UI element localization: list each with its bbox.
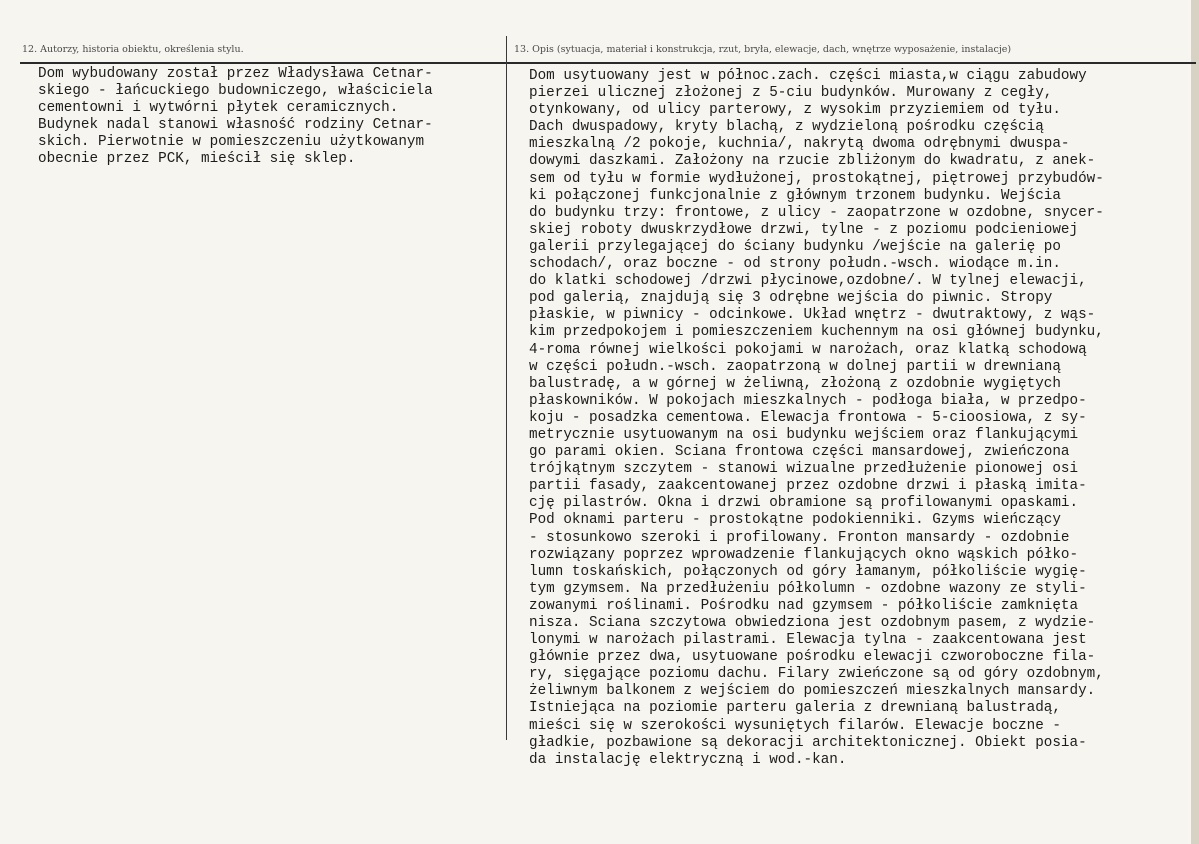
- text-line: otynkowany, od ulicy parterowy, z wysokim przyziemiem od tyłu.: [529, 102, 1061, 119]
- text-line: schodach/, oraz boczne - od strony połudn.-wsch. wiodące m.in.: [529, 256, 1061, 273]
- description-text: [529, 68, 1104, 769]
- text-line: sem od tyłu w formie wydłużonej, prostokątnej, piętrowej przybudów-: [529, 170, 1104, 187]
- text-line: Dom usytuowany jest w północ.zach. części miasta,w ciągu zabudowy: [529, 68, 1087, 84]
- text-line: cję pilastrów. Okna i drzwi obramione są profilowanymi opaskami.: [529, 495, 1079, 512]
- text-line: obecnie przez PCK, mieścił się sklep.: [38, 151, 356, 168]
- text-line: ry, sięgające poziomu dachu. Filary zwieńczone są od góry ozdobnym,: [529, 666, 1104, 683]
- right-column-header: 13. Opis (sytuacja, materiał i konstrukcja, rzut, bryła, elewacje, dach, wnętrze wyposażenie, instalacje): [514, 44, 1012, 55]
- text-line: skiej roboty dwuskrzydłowe drzwi, tylne - z poziomu podcieniowej: [529, 221, 1079, 238]
- text-line: do budynku trzy: frontowe, z ulicy - zaopatrzone w ozdobne, snycer-: [529, 204, 1104, 221]
- text-line: galerii przylegającej do ściany budynku /wejście na galerię po: [529, 238, 1061, 255]
- header-rule: [20, 62, 1196, 64]
- text-line: - stosunkowo szeroki i profilowany. Fronton mansardy - ozdobnie: [529, 529, 1070, 546]
- text-line: metrycznie usytuowanym na osi budynku wejściem oraz flankującymi: [529, 426, 1079, 443]
- text-line: Pod oknami parteru - prostokątne podokienniki. Gzyms wieńczący: [529, 512, 1061, 529]
- text-line: Dom wybudowany został przez Władysława Cetnar-: [38, 66, 433, 82]
- text-line: ki połączonej funkcjonalnie z głównym trzonem budynku. Wejścia: [529, 187, 1061, 204]
- text-line: tym gzymsem. Na przedłużeniu półkolumn - ozdobne wazony ze styli-: [529, 580, 1087, 597]
- authors-history-text: [38, 66, 433, 169]
- text-line: Istniejąca na poziomie parteru galeria z drewnianą balustradą,: [529, 700, 1061, 717]
- text-line: żeliwnym balkonem z wejściem do pomieszczeń mieszkalnych mansardy.: [529, 683, 1096, 700]
- text-line: partii fasady, zaakcentowanej przez ozdobne drzwi i płaską imita-: [529, 478, 1087, 495]
- text-line: koju - posadzka cementowa. Elewacja frontowa - 5-cioosiowa, z sy-: [529, 409, 1087, 426]
- left-column-header: 12. Autorzy, historia obiektu, określenia stylu.: [22, 44, 244, 55]
- text-line: rozwiązany poprzez wprowadzenie flankujących okno wąskich półko-: [529, 546, 1079, 563]
- text-line: 4-roma równej wielkości pokojami w narożach, oraz klatką schodową: [529, 341, 1087, 358]
- text-line: płaskowników. W pokojach mieszkalnych - podłoga biała, w przedpo-: [529, 392, 1087, 409]
- text-line: zowanymi roślinami. Pośrodku nad gzymsem - półkoliście zamknięta: [529, 597, 1079, 614]
- text-line: trójkątnym szczytem - stanowi wizualne przedłużenie pionowej osi: [529, 461, 1079, 478]
- text-line: płaskie, w piwnicy - odcinkowe. Układ wnętrz - dwutraktowy, z wąs-: [529, 307, 1096, 324]
- text-line: skiego - łańcuckiego budowniczego, właściciela: [38, 83, 433, 100]
- text-line: nisza. Sciana szczytowa obwiedziona jest ozdobnym pasem, z wydzie-: [529, 615, 1096, 631]
- column-divider: [506, 36, 507, 740]
- text-line: mieści się w szerokości wysuniętych filarów. Elewacje boczne -: [529, 717, 1061, 734]
- text-line: balustradę, a w górnej w żeliwną, złożoną z ozdobnie wygiętych: [529, 375, 1061, 392]
- text-line: cementowni i wytwórni płytek ceramicznych.: [38, 100, 399, 117]
- text-line: pod galerią, znajdują się 3 odrębne wejścia do piwnic. Stropy: [529, 290, 1053, 307]
- text-line: do klatki schodowej /drzwi płycinowe,ozdobne/. W tylnej elewacji,: [529, 273, 1087, 290]
- text-line: pierzei ulicznej złożonej z 5-ciu budynków. Murowany z cegły,: [529, 85, 1053, 102]
- text-line: w części połudn.-wsch. zaopatrzoną w dolnej partii w drewnianą: [529, 358, 1061, 375]
- text-line: gładkie, pozbawione są dekoracji architektonicznej. Obiekt posia-: [529, 734, 1087, 751]
- text-line: Budynek nadal stanowi własność rodziny Cetnar-: [38, 117, 433, 134]
- text-line: lonymi w narożach pilastrami. Elewacja tylna - zaakcentowana jest: [529, 632, 1087, 649]
- text-line: dowymi daszkami. Założony na rzucie zbliżonym do kwadratu, z anek-: [529, 153, 1096, 170]
- text-line: Dach dwuspadowy, kryty blachą, z wydzieloną pośrodku częścią: [529, 119, 1044, 136]
- text-line: da instalację elektryczną i wod.-kan.: [529, 751, 847, 768]
- text-line: go parami okien. Sciana frontowa części mansardowej, zwieńczona: [529, 444, 1070, 461]
- text-line: kim przedpokojem i pomieszczeniem kuchennym na osi głównej budynku,: [529, 324, 1104, 341]
- text-line: skich. Pierwotnie w pomieszczeniu użytkowanym: [38, 134, 425, 151]
- text-line: mieszkalną /2 pokoje, kuchnia/, nakrytą dwoma odrębnymi dwuspa-: [529, 136, 1070, 153]
- text-line: głównie przez dwa, usytuowane pośrodku elewacji czworoboczne fila-: [529, 649, 1096, 666]
- text-line: lumn toskańskich, połączonych od góry łamanym, półkoliście wygię-: [529, 563, 1087, 580]
